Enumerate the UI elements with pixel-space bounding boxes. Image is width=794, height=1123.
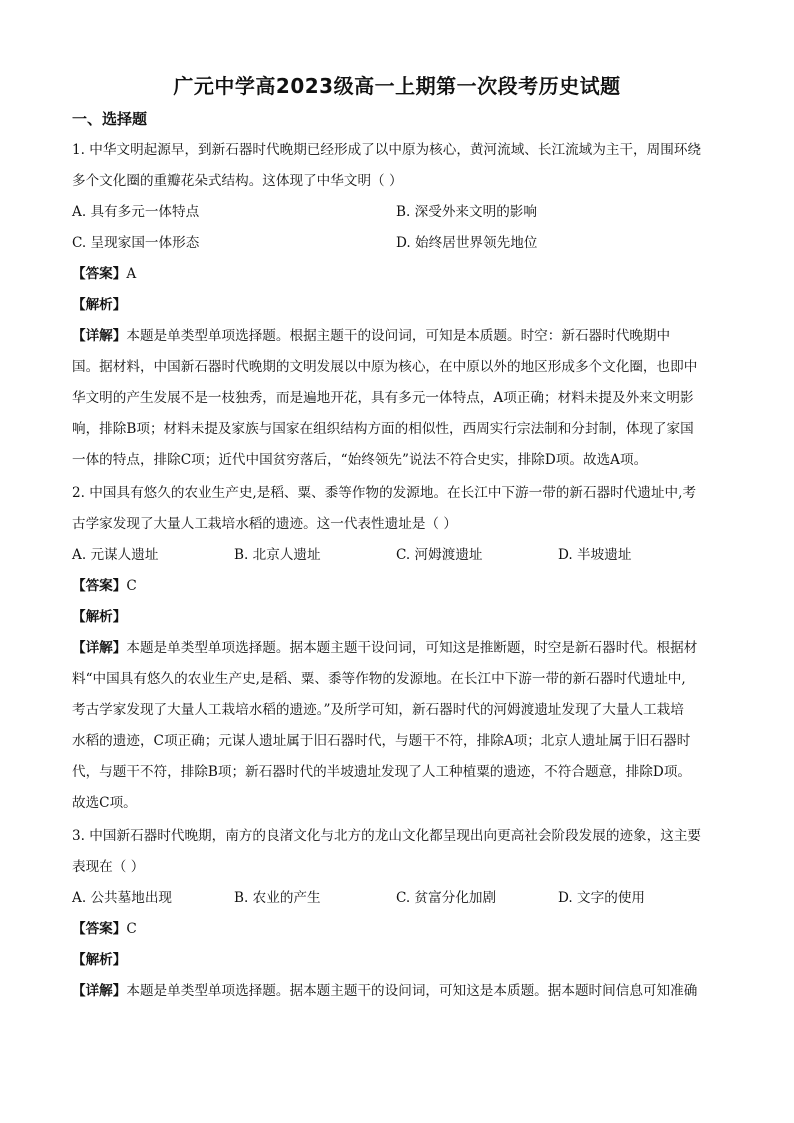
q3-analysis-label xyxy=(72,950,732,970)
q2-detail-line-2: 料“中国具有悠久的农业生产史,是稻、粟、黍等作物的发源地。在长江中下游一带的新石器时代遗址中, xyxy=(72,671,686,687)
q2-option-b: B. 北京人遗址 xyxy=(234,547,321,563)
q3-stem-line-2: 表现在（ ） xyxy=(72,859,145,875)
page-title: 广元中学高2023级高一上期第一次段考历史试题 xyxy=(173,74,621,98)
q1-option-d: D. 始终居世界领先地位 xyxy=(396,235,538,251)
q3-answer-value: C xyxy=(126,921,137,937)
q1-detail-line-4: 响，排除B项；材料未提及家族与国家在组织结构方面的相似性，西周实行宗法制和分封制，体现了家国 xyxy=(72,421,694,437)
q2-answer xyxy=(72,576,732,596)
q1-option-c: C. 呈现家国一体形态 xyxy=(72,235,200,251)
detail-label: 【详解】 xyxy=(72,640,127,656)
q3-detail-line-1 xyxy=(72,981,732,1001)
q2-analysis-label xyxy=(72,607,732,627)
q2-answer-value: C xyxy=(126,578,137,594)
q2-option-a: A. 元谋人遗址 xyxy=(72,547,159,563)
q1-detail-line-1 xyxy=(72,326,732,346)
q1-stem-line-2: 多个文化圈的重瓣花朵式结构。这体现了中华文明（ ） xyxy=(72,173,403,189)
answer-label: 【答案】 xyxy=(72,578,127,594)
q3-option-c: C. 贫富分化加剧 xyxy=(396,890,497,906)
q1-analysis-label xyxy=(72,295,732,315)
q1-detail-line-3: 华文明的产生发展不是一枝独秀，而是遍地开花，具有多元一体特点，A项正确；材料未提及外来文明影 xyxy=(72,390,694,406)
q2-option-d: D. 半坡遗址 xyxy=(558,547,632,563)
q1-detail-line-5: 一体的特点，排除C项；近代中国贫穷落后，“始终领先”说法不符合史实，排除D项。故选A项。 xyxy=(72,452,648,468)
q2-detail-text-1: 本题是单类型单项选择题。据本题主题干设问词，可知这是推断题，时空是新石器时代。根据材 xyxy=(126,640,698,656)
analysis-label: 【解析】 xyxy=(72,609,127,625)
q3-option-a: A. 公共墓地出现 xyxy=(72,890,173,906)
q2-option-c: C. 河姆渡遗址 xyxy=(396,547,483,563)
q2-detail-line-1 xyxy=(72,638,732,658)
detail-label: 【详解】 xyxy=(72,328,127,344)
q1-option-b: B. 深受外来文明的影响 xyxy=(396,204,537,220)
q3-option-b: B. 农业的产生 xyxy=(234,890,321,906)
q2-detail-line-4: 水稻的遗迹，C项正确；元谋人遗址属于旧石器时代，与题干不符，排除A项；北京人遗址属于旧石器时 xyxy=(72,733,691,749)
q1-answer xyxy=(72,264,732,284)
q2-stem-line-1: 2. 中国具有悠久的农业生产史,是稻、粟、黍等作物的发源地。在长江中下游一带的新石器时代遗址中,考 xyxy=(72,485,697,501)
q3-option-d: D. 文字的使用 xyxy=(558,890,646,906)
q1-detail-line-2: 国。据材料，中国新石器时代晚期的文明发展以中原为核心，在中原以外的地区形成多个文化圈，也即中 xyxy=(72,359,698,375)
detail-label: 【详解】 xyxy=(72,983,127,999)
section-heading: 一、选择题 xyxy=(72,110,148,128)
q2-stem-line-2: 古学家发现了大量人工栽培水稻的遗迹。这一代表性遗址是（ ） xyxy=(72,516,457,532)
q1-stem-line-1: 1. 中华文明起源早，到新石器时代晚期已经形成了以中原为核心，黄河流域、长江流域为主干，周围环绕 xyxy=(72,142,702,158)
answer-label: 【答案】 xyxy=(72,921,127,937)
analysis-label: 【解析】 xyxy=(72,297,127,313)
q2-detail-line-3: 考古学家发现了大量人工栽培水稻的遗迹。”及所学可知，新石器时代的河姆渡遗址发现了大量人工栽培 xyxy=(72,702,684,718)
q2-detail-line-6: 故选C项。 xyxy=(72,795,137,811)
q3-detail-text-1: 本题是单类型单项选择题。据本题主题干的设问词，可知这是本质题。据本题时间信息可知准确 xyxy=(126,983,698,999)
q1-detail-text-1: 本题是单类型单项选择题。根据主题干的设问词，可知是本质题。时空：新石器时代晚期中 xyxy=(126,328,671,344)
analysis-label: 【解析】 xyxy=(72,952,127,968)
q2-detail-line-5: 代，与题干不符，排除B项；新石器时代的半坡遗址发现了人工种植粟的遗迹，不符合题意，排除D项。 xyxy=(72,764,692,780)
q3-answer xyxy=(72,919,732,939)
q1-option-a: A. 具有多元一体特点 xyxy=(72,204,200,220)
q1-answer-value: A xyxy=(126,266,137,282)
q3-stem-line-1: 3. 中国新石器时代晚期，南方的良渚文化与北方的龙山文化都呈现出向更高社会阶段发展的迹象，这主要 xyxy=(72,828,702,844)
answer-label: 【答案】 xyxy=(72,266,127,282)
